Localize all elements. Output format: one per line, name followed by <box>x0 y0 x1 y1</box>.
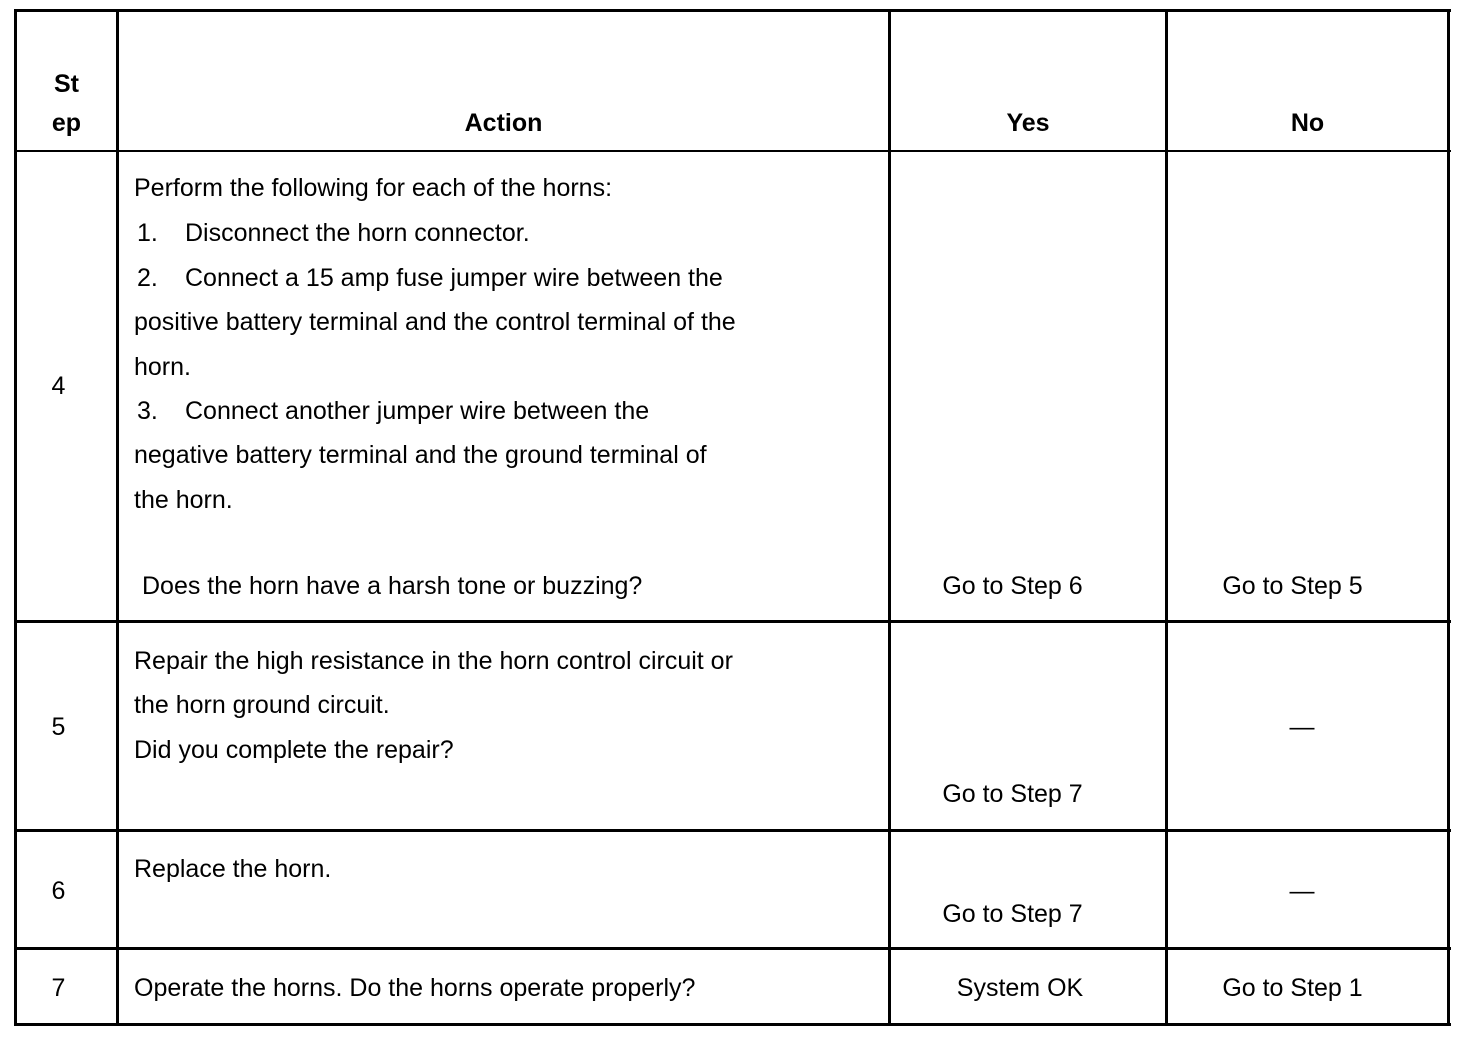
action-item-2-cont: horn. <box>134 353 191 381</box>
header-divider <box>14 150 1451 152</box>
action-item-3-cont: negative battery terminal and the ground terminal of <box>134 441 707 469</box>
header-step-line1: St <box>54 70 79 98</box>
column-divider <box>1165 9 1168 1026</box>
item-text: Connect another jumper wire between the <box>185 397 650 425</box>
header-action: Action <box>464 109 543 137</box>
action-item-2 <box>137 263 723 293</box>
table-border-right <box>1447 9 1450 1026</box>
item-number: 2. <box>137 264 158 292</box>
step-number: 7 <box>51 974 66 1002</box>
item-number: 1. <box>137 219 158 247</box>
action-item-3-cont: the horn. <box>134 486 233 514</box>
action-question: Does the horn have a harsh tone or buzzing? <box>142 572 643 600</box>
row-divider <box>14 829 1451 832</box>
row-divider <box>14 620 1451 623</box>
step-number: 5 <box>51 713 66 741</box>
no-result: Go to Step 1 <box>1222 974 1363 1002</box>
no-result: Go to Step 5 <box>1222 572 1363 600</box>
item-number: 3. <box>137 397 158 425</box>
header-yes: Yes <box>1006 109 1050 137</box>
column-divider <box>888 9 891 1026</box>
row-divider <box>14 947 1451 950</box>
no-result: — <box>1289 713 1315 741</box>
header-no: No <box>1290 109 1325 137</box>
no-result: — <box>1289 877 1315 905</box>
step-number: 4 <box>51 372 66 400</box>
action-item-1 <box>137 218 530 248</box>
action-line: Did you complete the repair? <box>134 736 454 764</box>
yes-result: System OK <box>956 974 1084 1002</box>
action-line: Replace the horn. <box>134 855 332 883</box>
table-border-top <box>14 9 1451 12</box>
action-line: the horn ground circuit. <box>134 691 390 719</box>
action-intro: Perform the following for each of the horns: <box>134 174 613 202</box>
table-border-left <box>14 9 17 1026</box>
step-number: 6 <box>51 877 66 905</box>
yes-result: Go to Step 6 <box>942 572 1083 600</box>
item-text: Disconnect the horn connector. <box>185 219 530 247</box>
table-border-bottom <box>14 1023 1451 1026</box>
action-line: Repair the high resistance in the horn control circuit or <box>134 647 733 675</box>
item-text: Connect a 15 amp fuse jumper wire between the <box>185 264 723 292</box>
yes-result: Go to Step 7 <box>942 780 1083 808</box>
column-divider <box>116 9 119 1026</box>
yes-result: Go to Step 7 <box>942 900 1083 928</box>
action-item-3 <box>137 396 649 426</box>
action-line: Operate the horns. Do the horns operate properly? <box>134 974 696 1002</box>
action-item-2-cont: positive battery terminal and the control terminal of the <box>134 308 736 336</box>
header-step-line2: ep <box>51 109 82 137</box>
